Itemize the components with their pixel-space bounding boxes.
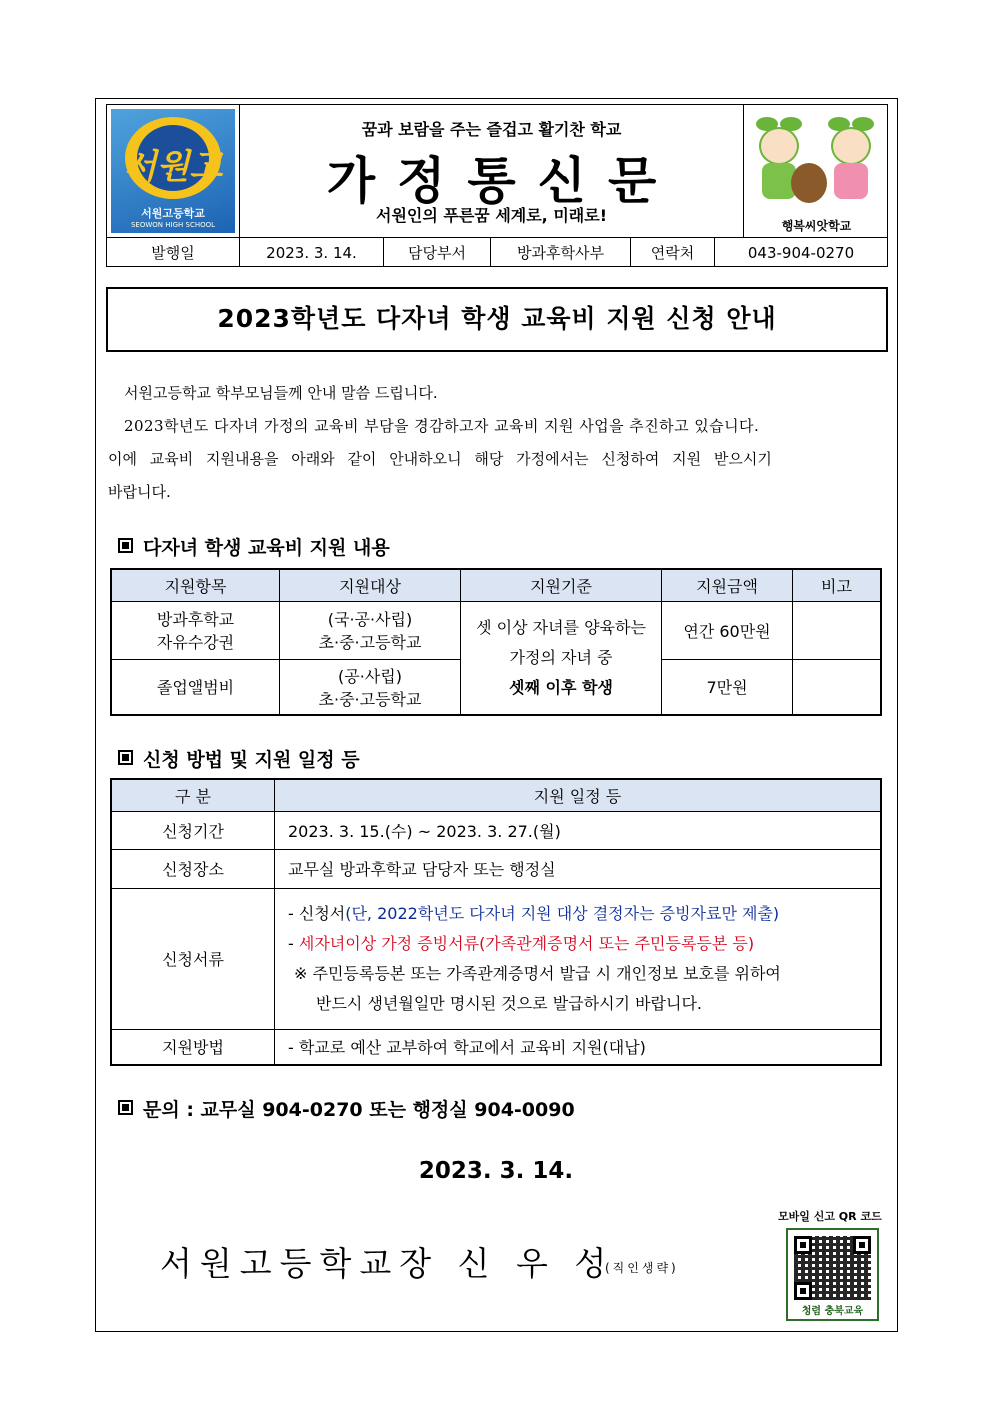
- docs-value: - 신청서(단, 2022학년도 다자녀 지원 대상 결정자는 증빙자료만 제출) - 세자녀이상 가정 증빙서류(가족관계증명서 또는 주민등록등본 등) ※ 주민등록등본 또는 가족관계증명서 발급 시 개인정보 보호를 위하여 반드시 생년월일만 명시된 것으로 발급하시기 바랍니다.: [275, 888, 882, 1029]
- newsletter-header: [106, 104, 888, 267]
- mascot-image: [743, 105, 889, 237]
- issue-date-footer: 2023. 3. 14.: [418, 1158, 574, 1184]
- principal-signature: 서원고등학교장 신 우 성: [160, 1244, 615, 1283]
- target-cell: (국·공·사립) 초·중·고등학교: [280, 601, 461, 659]
- seed-icon: [791, 163, 827, 203]
- square-bullet-icon: [118, 750, 133, 765]
- issue-date: 2023. 3. 14.: [240, 238, 384, 267]
- logo-school-eng: SEOWON HIGH SCHOOL: [130, 221, 216, 229]
- table-header: 비고: [793, 569, 882, 601]
- school-slogan: 꿈과 보람을 주는 즐겁고 활기찬 학교: [361, 120, 622, 139]
- intro-paragraph: [108, 377, 878, 509]
- note-cell: [793, 601, 882, 659]
- school-logo: [107, 105, 240, 237]
- section-heading: 다자녀 학생 교육비 지원 내용: [118, 533, 390, 560]
- table-row: [111, 811, 881, 849]
- criteria-cell: 셋 이상 자녀를 양육하는 가정의 자녀 중 셋째 이후 학생: [461, 601, 662, 715]
- qr-code[interactable]: [786, 1228, 879, 1321]
- table-header: 지원 일정 등: [275, 779, 882, 811]
- table-header: 지원항목: [111, 569, 280, 601]
- square-bullet-icon: [118, 1100, 133, 1115]
- dept-label: 담당부서: [384, 238, 491, 267]
- schedule-table: [110, 778, 882, 1066]
- table-row: [111, 1029, 881, 1065]
- school-motto: 서원인의 푸른꿈 세계로, 미래로!: [375, 206, 607, 225]
- method-value: - 학교로 예산 교부하여 학교에서 교육비 지원(대납): [275, 1029, 882, 1065]
- row-label: 신청기간: [111, 811, 275, 849]
- qr-footer: 청렴 충북교육: [801, 1306, 864, 1317]
- contact-label: 연락처: [631, 238, 715, 267]
- mascot-label: 행복씨앗학교: [781, 219, 852, 233]
- info-row: [107, 237, 887, 267]
- square-bullet-icon: [118, 538, 133, 553]
- target-cell: (공·사립) 초·중·고등학교: [280, 659, 461, 715]
- table-header: 구 분: [111, 779, 275, 811]
- table-header: 지원기준: [461, 569, 662, 601]
- qr-label: 모바일 신고 QR 코드: [778, 1210, 882, 1223]
- section-heading: 신청 방법 및 지원 일정 등: [118, 745, 360, 772]
- logo-text: 서원고: [123, 147, 223, 187]
- intro-line: 이에 교육비 지원내용을 아래와 같이 안내하오니 해당 가정에서는 신청하여 지원 받으시기: [108, 450, 772, 468]
- row-label: 신청서류: [111, 888, 275, 1029]
- item-cell: 졸업앨범비: [111, 659, 280, 715]
- row-label: 신청장소: [111, 849, 275, 888]
- title-area: [240, 105, 743, 237]
- seal-omitted-note: (직인생략): [605, 1261, 679, 1275]
- row-label: 지원방법: [111, 1029, 275, 1065]
- newsletter-title: 가정통신문: [326, 152, 679, 210]
- issue-label: 발행일: [107, 238, 240, 267]
- amount-cell: 연간 60만원: [662, 601, 793, 659]
- support-table: [110, 568, 882, 716]
- intro-line: 바랍니다.: [108, 483, 171, 501]
- amount-cell: 7만원: [662, 659, 793, 715]
- place-value: 교무실 방과후학교 담당자 또는 행정실: [275, 849, 882, 888]
- table-row: [111, 849, 881, 888]
- table-header: 지원금액: [662, 569, 793, 601]
- table-row: [111, 888, 881, 1029]
- note-cell: [793, 659, 882, 715]
- item-cell: 방과후학교 자유수강권: [111, 601, 280, 659]
- logo-school-name: 서원고등학교: [141, 207, 205, 220]
- dept-value: 방과후학사부: [491, 238, 631, 267]
- intro-line: 2023학년도 다자녀 가정의 교육비 부담을 경감하고자 교육비 지원 사업을 추진하고 있습니다.: [124, 417, 760, 435]
- document-title: 2023학년도 다자녀 학생 교육비 지원 신청 안내: [106, 287, 888, 352]
- inquiry-line: 문의 : 교무실 904-0270 또는 행정실 904-0090: [118, 1095, 575, 1122]
- contact-value: 043-904-0270: [747, 243, 855, 262]
- period-value: 2023. 3. 15.(수) ~ 2023. 3. 27.(월): [275, 811, 882, 849]
- mascot-girl: [826, 117, 876, 203]
- table-header: 지원대상: [280, 569, 461, 601]
- table-row: [111, 601, 881, 659]
- intro-line: 서원고등학교 학부모님들께 안내 말씀 드립니다.: [124, 384, 438, 402]
